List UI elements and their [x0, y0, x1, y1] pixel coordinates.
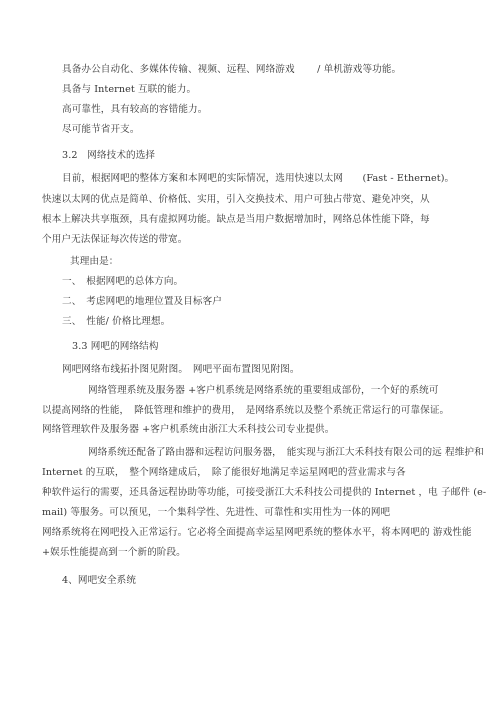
paragraph-line: +娱乐性能提高到一个新的阶段。 — [42, 547, 186, 558]
reason-item-1: 一、 根据网吧的总体方向。 — [62, 276, 184, 287]
feature-line-cost: 尽可能节省开支。 — [62, 124, 140, 135]
paragraph-line: 种软件运行的需要，还具备远程协助等功能，可接受浙江大禾科技公司提供的 Internet ，电 子邮件 (e- — [42, 487, 487, 498]
section-heading-3-2: 3.2 网络技术的选择 — [62, 150, 156, 161]
feature-line-internet: 具备与 Internet 互联的能力。 — [62, 84, 197, 95]
reasons-intro: 其理由是： — [70, 256, 119, 267]
feature-line-multimedia: 具备办公自动化、多媒体传输、视频、远程、网络游戏 / 单机游戏等功能。 — [62, 64, 402, 75]
paragraph-line: 个用户无法保证每次传送的带宽。 — [42, 234, 188, 245]
paragraph-line: 网络管理系统及服务器 +客户机系统是网络系统的重要组成部份，一个好的系统可 — [88, 385, 439, 396]
section-heading-3-3: 3.3 网吧的网络结构 — [72, 341, 159, 352]
paragraph-line: mail) 等服务。可以预见，一个集科学性、先进性、可靠性和实用性为一体的网吧 — [42, 507, 391, 518]
section-heading-4: 4、网吧安全系统 — [62, 575, 137, 586]
paragraph-line: 网络系统还配备了路由器和远程访问服务器， 能实现与浙江大禾科技有限公司的远 程维护和 — [88, 447, 484, 458]
paragraph-line: 以提高网络的性能， 降低管理和维护的费用， 是网络系统以及整个系统正常运行的可靠保证。 — [42, 405, 450, 416]
paragraph-line: 网络管理软件及服务器 +客户机系统由浙江大禾科技公司专业提供。 — [42, 424, 335, 435]
paragraph-line: 目前，根据网吧的整体方案和本网吧的实际情况，选用快速以太网 (Fast - Ethernet)。 — [62, 173, 455, 184]
paragraph-line: 网吧网络布线拓扑图见附图。 网吧平面布置图见附图。 — [62, 364, 300, 375]
paragraph-line: Internet 的互联， 整个网络建成后， 除了能很好地满足幸运星网吧的营业需求与各 — [42, 467, 406, 478]
paragraph-line: 网络系统将在网吧投入正常运行。它必将全面提高幸运星网吧系统的整体水平，将本网吧的 游戏性能 — [42, 527, 472, 538]
paragraph-line: 根本上解决共享瓶颈，具有虚拟网功能。缺点是当用户数据增加时，网络总体性能下降，每 — [42, 214, 430, 225]
reason-item-3: 三、 性能/ 价格比理想。 — [62, 316, 171, 327]
feature-line-reliability: 高可靠性，具有较高的容错能力。 — [62, 104, 208, 115]
reason-item-2: 二、 考虑网吧的地理位置及目标客户 — [62, 296, 222, 307]
paragraph-line: 快速以太网的优点是简单、价格低、实用，引入交换技术、用户可独占带宽、避免冲突，从 — [42, 194, 430, 205]
